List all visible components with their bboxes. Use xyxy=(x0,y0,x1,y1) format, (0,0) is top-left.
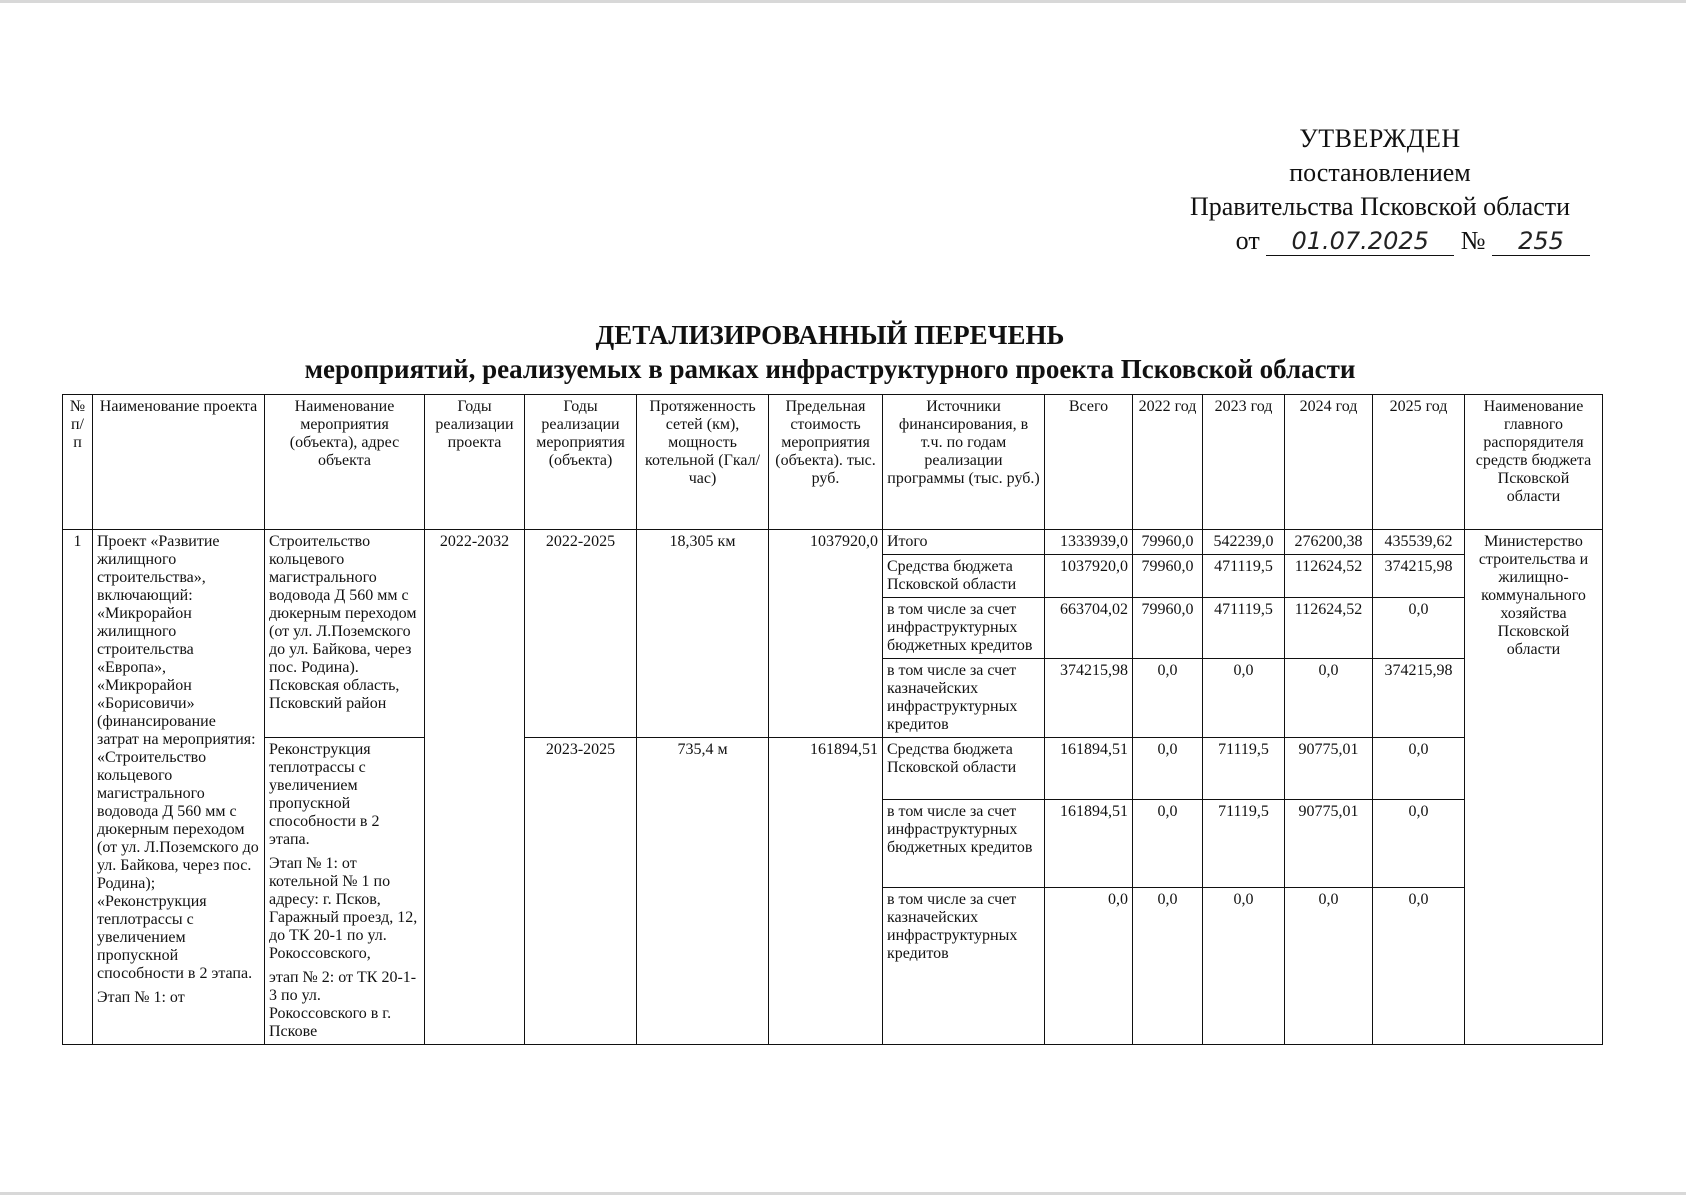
document-title-sub: мероприятий, реализуемых в рамках инфраструктурного проекта Псковской области xyxy=(304,354,1356,384)
event2-row2-source: в том числе за счет инфраструктурных бюджетных кредитов xyxy=(883,800,1045,888)
approval-date: 01.07.2025 xyxy=(1266,227,1454,256)
event2-row2-2024: 90775,01 xyxy=(1285,800,1373,888)
scan-edge-top xyxy=(0,0,1686,3)
events-table xyxy=(62,394,1603,1045)
header-2024: 2024 год xyxy=(1285,395,1373,530)
event2-cell xyxy=(265,738,425,1045)
header-project: Наименование проекта xyxy=(93,395,265,530)
event1-row3-2023: 471119,5 xyxy=(1203,598,1285,659)
header-event-years: Годы реализации мероприятия (объекта) xyxy=(525,395,637,530)
approval-line-2: постановлением xyxy=(1289,158,1471,187)
event1-row3-total: 663704,02 xyxy=(1045,598,1133,659)
event2-row3-source: в том числе за счет казначейских инфраструктурных кредитов xyxy=(883,888,1045,1045)
approval-number-label: № xyxy=(1460,226,1486,255)
event2-row1-2022: 0,0 xyxy=(1133,738,1203,800)
event2-row3-2022: 0,0 xyxy=(1133,888,1203,1045)
approval-from-label: от xyxy=(1235,226,1260,255)
event1-row4-2024: 0,0 xyxy=(1285,659,1373,738)
event2-years: 2023-2025 xyxy=(525,738,637,1045)
event1-row4-2023: 0,0 xyxy=(1203,659,1285,738)
event1-row3-2022: 79960,0 xyxy=(1133,598,1203,659)
event1-row1-2022: 79960,0 xyxy=(1133,530,1203,555)
header-project-years: Годы реализации проекта xyxy=(425,395,525,530)
event1-row2-2022: 79960,0 xyxy=(1133,555,1203,598)
event2-row1-2023: 71119,5 xyxy=(1203,738,1285,800)
event1-row4-2025: 374215,98 xyxy=(1373,659,1465,738)
event1-row1-source: Итого xyxy=(883,530,1045,555)
row-number: 1 xyxy=(63,530,93,1045)
event1-row2-source: Средства бюджета Псковской области xyxy=(883,555,1045,598)
event1-row1-total: 1333939,0 xyxy=(1045,530,1133,555)
event2-row1-2025: 0,0 xyxy=(1373,738,1465,800)
event2-cost: 161894,51 xyxy=(769,738,883,1045)
event2-row2-2022: 0,0 xyxy=(1133,800,1203,888)
event1-row1-2024: 276200,38 xyxy=(1285,530,1373,555)
event2-stage2: этап № 2: от ТК 20-1-3 по ул. Рокоссовского в г. Пскове xyxy=(269,969,417,1040)
header-manager: Наименование главного распорядителя средств бюджета Псковской области xyxy=(1465,395,1603,530)
event1-row3-source: в том числе за счет инфраструктурных бюджетных кредитов xyxy=(883,598,1045,659)
event1-row1-2025: 435539,62 xyxy=(1373,530,1465,555)
event2-row1-total: 161894,51 xyxy=(1045,738,1133,800)
event2-row1-source: Средства бюджета Псковской области xyxy=(883,738,1045,800)
event1-row2-2023: 471119,5 xyxy=(1203,555,1285,598)
project-years: 2022-2032 xyxy=(425,530,525,1045)
event2-row2-2023: 71119,5 xyxy=(1203,800,1285,888)
header-cost: Предельная стоимость мероприятия (объекта). тыс. руб. xyxy=(769,395,883,530)
event2-stage1: Этап № 1: от котельной № 1 по адресу: г. Псков, Гаражный проезд, 12, до ТК 20-1 по ул. Рокоссовского, xyxy=(269,855,418,962)
scan-edge-bottom xyxy=(0,1192,1686,1195)
project-description: Проект «Развитие жилищного строительства», включающий: «Микрорайон жилищного строительства «Европа», «Микрорайон «Борисовичи» (финансирование затрат на мероприятия: «Строительство кольцевого магистрального водовода Д 560 мм с дюкерным переходом (от ул. Л.Поземского до ул. Байкова, через пос. Родина); «Реконструкция теплотрассы с увеличением пропускной способности в 2 этапа. xyxy=(97,533,259,982)
event1-length: 18,305 км xyxy=(637,530,769,738)
event2-row2-2025: 0,0 xyxy=(1373,800,1465,888)
header-event: Наименование мероприятия (объекта), адрес объекта xyxy=(265,395,425,530)
approval-title: УТВЕРЖДЕН xyxy=(1299,124,1461,153)
header-2022: 2022 год xyxy=(1133,395,1203,530)
header-total: Всего xyxy=(1045,395,1133,530)
project-cell xyxy=(93,530,265,1045)
event1-row1-2023: 542239,0 xyxy=(1203,530,1285,555)
header-num: № п/п xyxy=(63,395,93,530)
event2-row3-2024: 0,0 xyxy=(1285,888,1373,1045)
event1-row2-2025: 374215,98 xyxy=(1373,555,1465,598)
header-sources: Источники финансирования, в т.ч. по годам реализации программы (тыс. руб.) xyxy=(883,395,1045,530)
approval-line-3: Правительства Псковской области xyxy=(1189,192,1571,221)
event2-length: 735,4 м xyxy=(637,738,769,1045)
event2-row1-2024: 90775,01 xyxy=(1285,738,1373,800)
event2-row2-total: 161894,51 xyxy=(1045,800,1133,888)
table-row xyxy=(63,530,1603,555)
event2-row3-total: 0,0 xyxy=(1045,888,1133,1045)
document-title xyxy=(0,318,1660,386)
table-row xyxy=(63,738,1603,800)
header-length: Протяженность сетей (км), мощность котельной (Гкал/час) xyxy=(637,395,769,530)
event2-row3-2025: 0,0 xyxy=(1373,888,1465,1045)
event1-row3-2025: 0,0 xyxy=(1373,598,1465,659)
event1-row2-2024: 112624,52 xyxy=(1285,555,1373,598)
approval-date-line xyxy=(1160,224,1600,258)
event1-name: Строительство кольцевого магистрального водовода Д 560 мм с дюкерным переходом (от ул. Л.Поземского до ул. Байкова, через пос. Родина). Псковская область, Псковский район xyxy=(265,530,425,738)
header-2025: 2025 год xyxy=(1373,395,1465,530)
event2-row3-2023: 0,0 xyxy=(1203,888,1285,1045)
approval-number: 255 xyxy=(1492,227,1590,256)
event1-row4-2022: 0,0 xyxy=(1133,659,1203,738)
event1-years: 2022-2025 xyxy=(525,530,637,738)
event1-row4-source: в том числе за счет казначейских инфраструктурных кредитов xyxy=(883,659,1045,738)
project-stage: Этап № 1: от xyxy=(97,989,185,1006)
approval-stamp xyxy=(1160,122,1600,258)
event1-row4-total: 374215,98 xyxy=(1045,659,1133,738)
header-2023: 2023 год xyxy=(1203,395,1285,530)
table-header-row xyxy=(63,395,1603,530)
event1-row2-total: 1037920,0 xyxy=(1045,555,1133,598)
event1-row3-2024: 112624,52 xyxy=(1285,598,1373,659)
event1-cost: 1037920,0 xyxy=(769,530,883,738)
event2-name: Реконструкция теплотрассы с увеличением пропускной способности в 2 этапа. xyxy=(269,741,380,848)
manager-cell: Министерство строительства и жилищно-коммунального хозяйства Псковской области xyxy=(1465,530,1603,1045)
document-title-main: ДЕТАЛИЗИРОВАННЫЙ ПЕРЕЧЕНЬ xyxy=(595,320,1065,350)
